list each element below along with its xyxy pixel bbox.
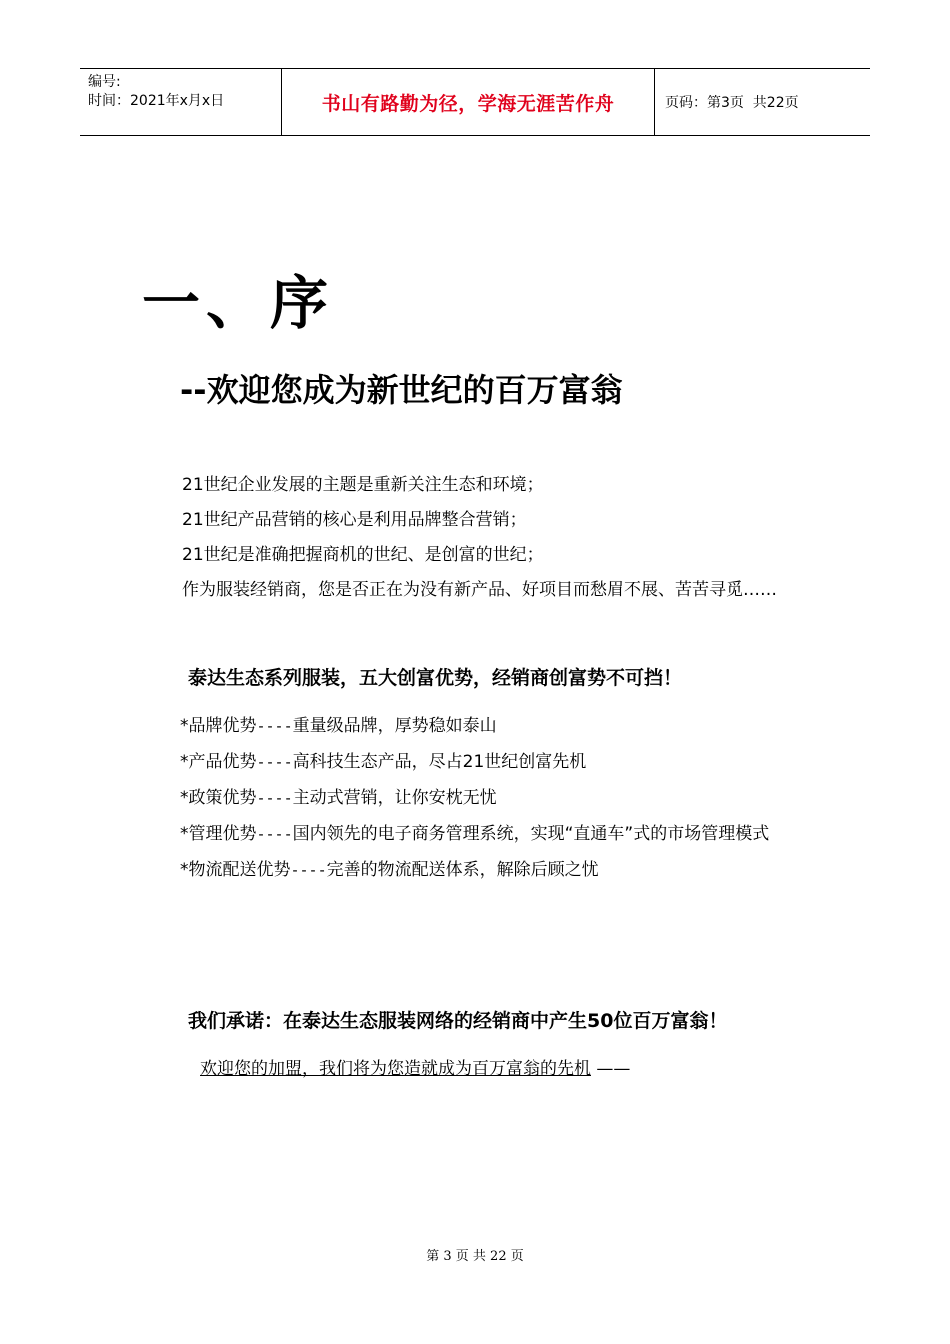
advantage-label: *管理优势 (180, 824, 257, 844)
advantage-dash: ---- (256, 753, 293, 771)
advantage-label: *政策优势 (180, 788, 257, 808)
welcome-line (200, 1052, 630, 1086)
advantage-dash: ---- (256, 789, 293, 807)
slogan-heading: 泰达生态系列服装，五大创富优势，经销商创富势不可挡！ (188, 667, 683, 689)
promise-heading: 我们承诺：在泰达生态服装网络的经销商中产生50位百万富翁！ (188, 1010, 728, 1032)
advantage-desc: 完善的物流配送体系，解除后顾之忧 (326, 860, 599, 880)
date-label: 时间：2021年x月x日 (88, 93, 225, 109)
advantage-dash: ---- (290, 861, 327, 879)
document-header-table (80, 68, 870, 136)
header-page-cell (655, 69, 870, 135)
section-title: 一、序 (142, 269, 335, 337)
advantage-dash: ---- (256, 825, 293, 843)
advantage-desc: 主动式营销，让你安枕无忧 (292, 788, 497, 808)
advantages-list (180, 708, 820, 888)
header-meta-cell (80, 69, 282, 135)
section-subtitle: --欢迎您成为新世纪的百万富翁 (180, 371, 623, 409)
intro-line: 21世纪企业发展的主题是重新关注生态和环境； (182, 475, 544, 495)
welcome-text: 欢迎您的加盟，我们将为您造就成为百万富翁的先机 (200, 1059, 591, 1079)
advantage-label: *物流配送优势 (180, 860, 291, 880)
header-motto-cell (282, 69, 655, 135)
advantage-item (180, 744, 820, 780)
advantage-item (180, 852, 820, 888)
intro-block (142, 468, 812, 608)
intro-line: 21世纪是准确把握商机的世纪、是创富的世纪； (182, 545, 544, 565)
advantage-item (180, 708, 820, 744)
advantage-desc: 重量级品牌，厚势稳如泰山 (292, 716, 497, 736)
serial-number-label: 编号: (88, 74, 121, 90)
advantage-item (180, 816, 820, 852)
advantage-label: *品牌优势 (180, 716, 257, 736)
advantage-label: *产品优势 (180, 752, 257, 772)
header-page-info: 页码：第3页 共22页 (665, 95, 799, 111)
advantage-desc: 高科技生态产品，尽占21世纪创富先机 (292, 752, 587, 772)
page-footer: 第 3 页 共 22 页 (426, 1249, 524, 1264)
header-motto: 书山有路勤为径，学海无涯苦作舟 (321, 92, 615, 115)
advantage-desc: 国内领先的电子商务管理系统，实现“直通车”式的市场管理模式 (292, 824, 770, 844)
advantage-item (180, 780, 820, 816)
intro-line: 21世纪产品营销的核心是利用品牌整合营销； (182, 510, 527, 530)
advantage-dash: ---- (256, 717, 293, 735)
intro-paragraph: 作为服装经销商，您是否正在为没有新产品、好项目而愁眉不展、苦苦寻觅…… (182, 580, 777, 600)
welcome-dash: —— (596, 1059, 631, 1079)
